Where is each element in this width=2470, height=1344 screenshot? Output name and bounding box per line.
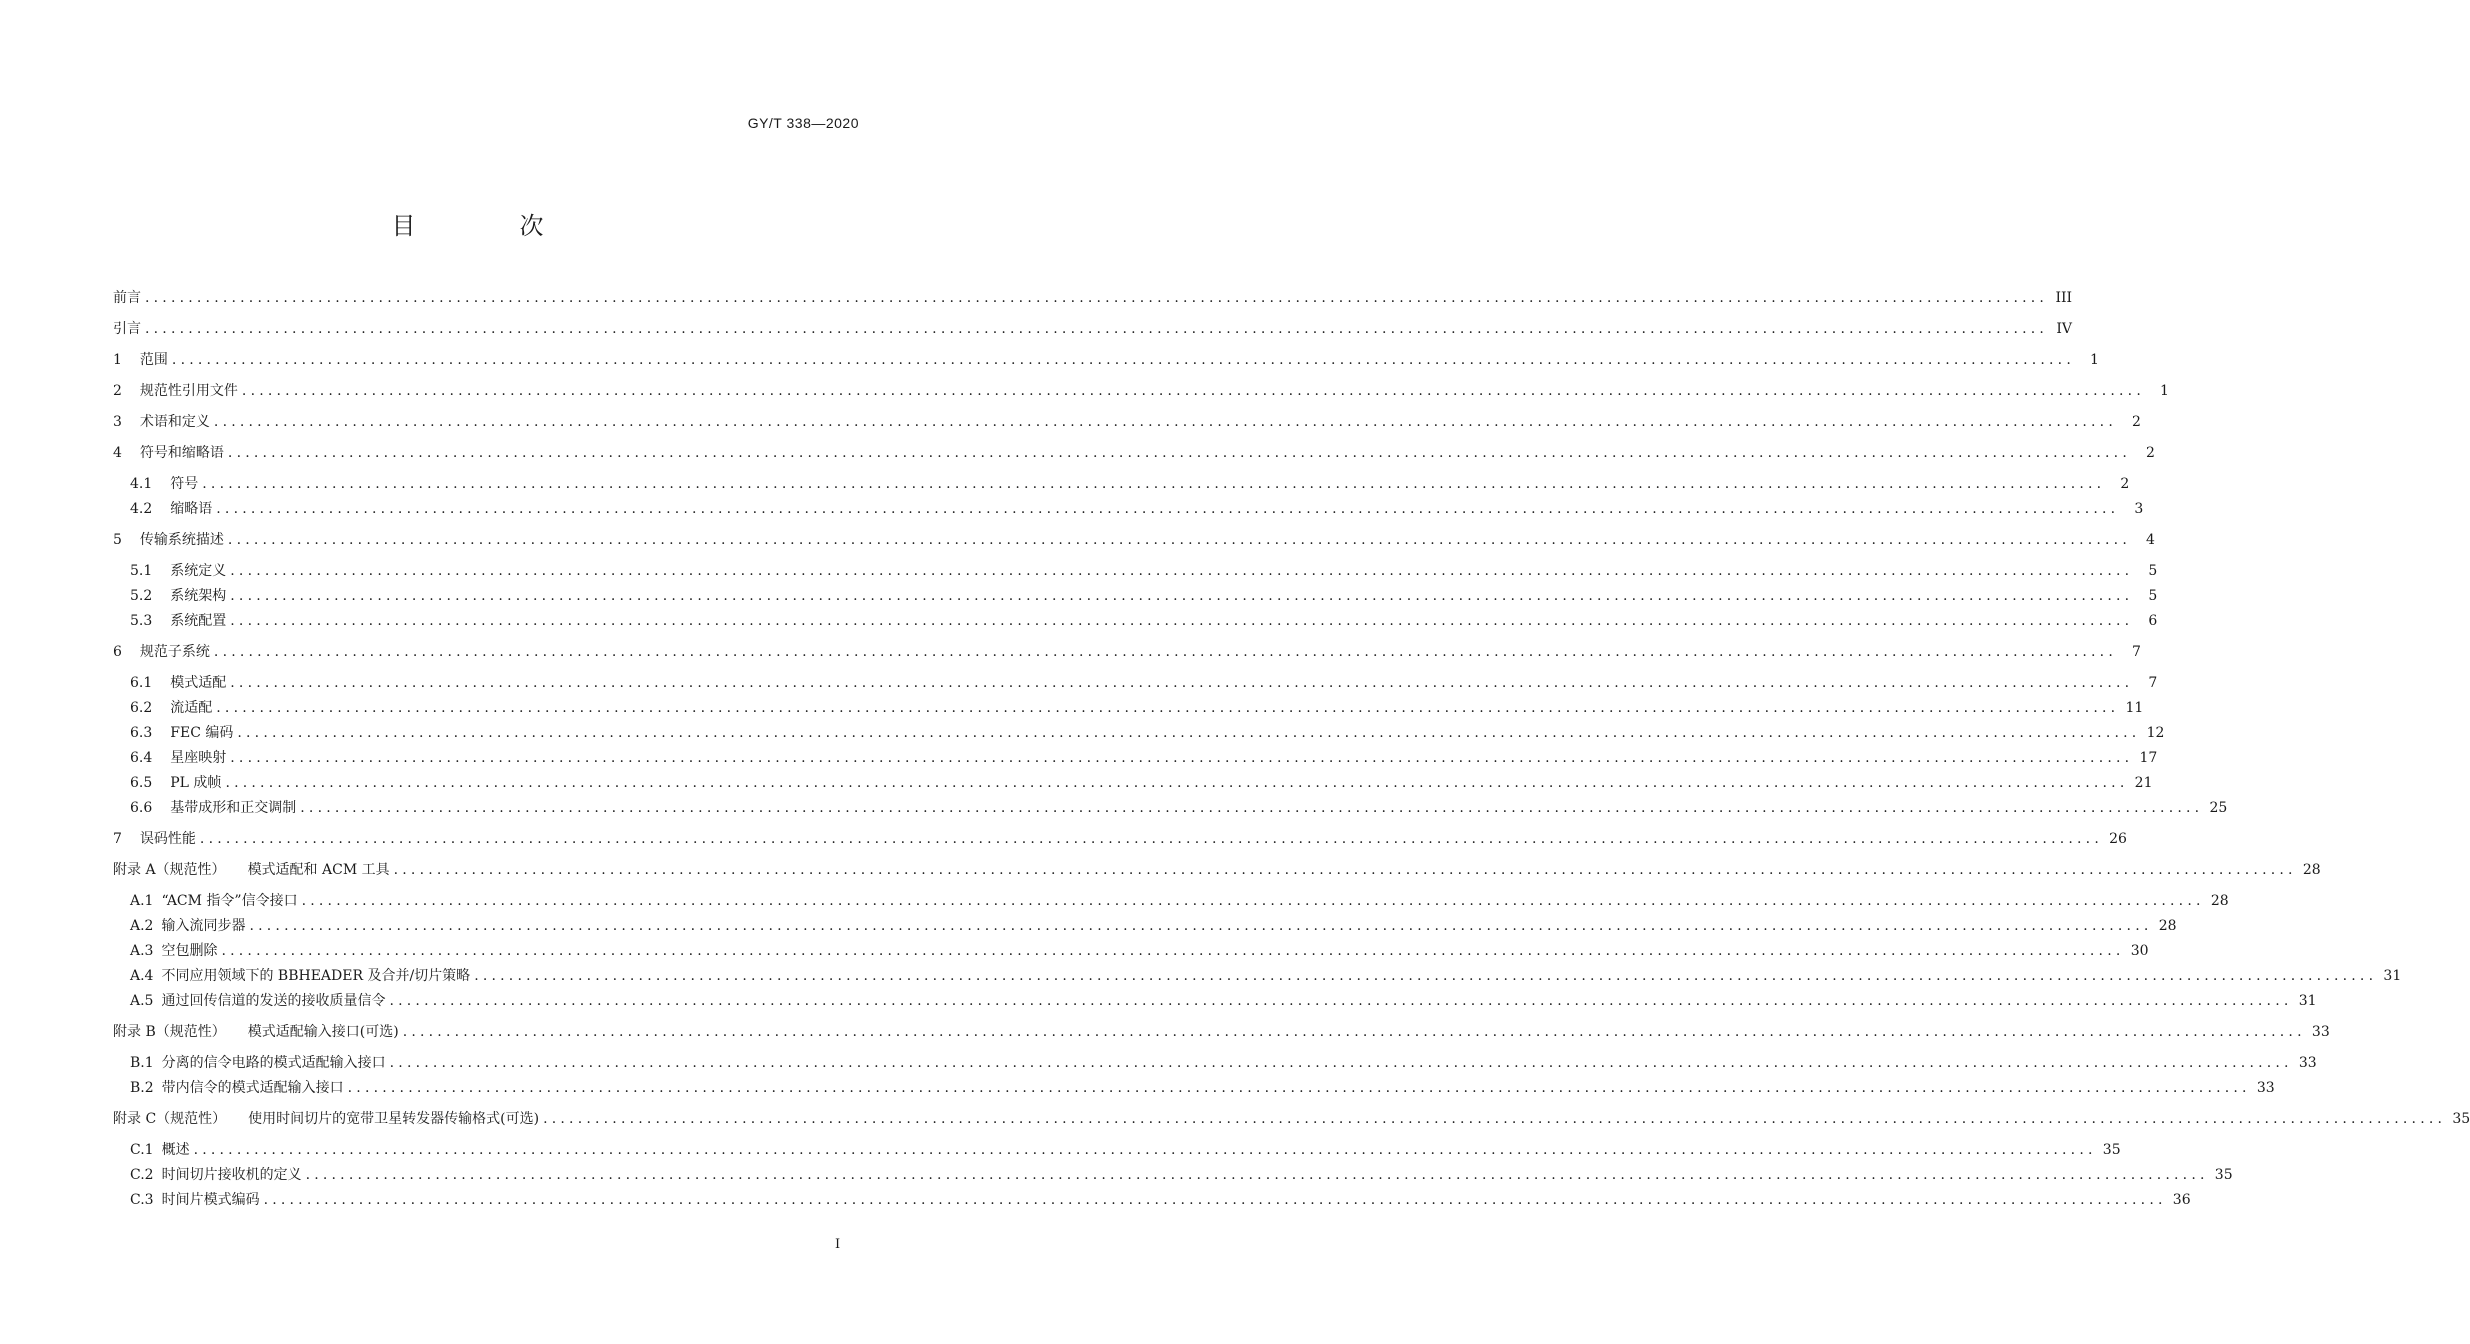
toc-entry-label: 符号 (170, 476, 199, 492)
toc-entry-label: FEC 编码 (170, 725, 234, 741)
toc-dot-leader: ............................................................................................................................................................................................................................ (249, 918, 2153, 934)
toc-entry-label: 分离的信令电路的模式适配输入接口 (161, 1055, 386, 1071)
toc-entry-number: 3 (113, 414, 122, 430)
toc-entry[interactable] (113, 288, 2073, 308)
page-number: I (835, 1237, 841, 1252)
toc-entry-page: 36 (2172, 1192, 2191, 1208)
toc-entry-label: 规范性引用文件 (139, 383, 238, 399)
toc-entry-page: 28 (2302, 862, 2321, 878)
toc-entry-number: A.5 (130, 993, 154, 1009)
toc-entry-label: 不同应用领域下的 BBHEADER 及合并/切片策略 (161, 968, 471, 984)
toc-entry[interactable] (130, 561, 2158, 581)
toc-dot-leader: ............................................................................................................................................................................................................................ (230, 588, 2134, 604)
toc-dot-leader: ............................................................................................................................................................................................................................ (213, 644, 2117, 660)
toc-entry-page: 2 (2146, 445, 2155, 461)
toc-entry-page: 33 (2256, 1080, 2275, 1096)
toc-entry-number: C.1 (130, 1142, 154, 1158)
toc-entry-number: 4.1 (130, 476, 153, 492)
toc-entry-label: 术语和定义 (139, 414, 210, 430)
toc-entry-label: 系统配置 (170, 613, 227, 629)
toc-entry-page: 12 (2146, 725, 2165, 741)
toc-entry[interactable] (130, 966, 2402, 986)
toc-entry[interactable] (130, 1078, 2275, 1098)
toc-entry-page: 31 (2383, 968, 2402, 984)
toc-entry-label: 流适配 (170, 700, 213, 716)
toc-entry-page: 26 (2109, 831, 2127, 847)
toc-entry-page: IV (2056, 321, 2073, 337)
toc-entry-number: 4 (113, 445, 122, 461)
toc-entry-label: 传输系统描述 (139, 532, 224, 548)
toc-entry[interactable] (130, 773, 2153, 793)
toc-dot-leader: ............................................................................................................................................................................................................................ (213, 414, 2117, 430)
toc-entry[interactable] (113, 381, 2169, 401)
toc-entry[interactable] (130, 1190, 2191, 1210)
toc-entry-number: 5.2 (130, 588, 153, 604)
toc-entry-number: A.2 (130, 918, 154, 934)
toc-entry-page: 5 (2148, 588, 2158, 604)
toc-dot-leader: ............................................................................................................................................................................................................................ (305, 1167, 2209, 1183)
toc-entry[interactable] (130, 586, 2158, 606)
toc-entry-page: 28 (2158, 918, 2177, 934)
toc-entry-number: 7 (113, 831, 122, 847)
toc-entry-number: 附录 C（规范性） (113, 1111, 227, 1127)
toc-entry-page: 17 (2139, 750, 2158, 766)
page-title: 目 次 (391, 212, 584, 240)
toc-dot-leader: ............................................................................................................................................................................................................................ (193, 1142, 2097, 1158)
toc-entry[interactable] (130, 748, 2158, 768)
toc-entry[interactable] (130, 1165, 2233, 1185)
toc-entry-label: 前言 (113, 290, 141, 306)
toc-entry-label: 范围 (139, 352, 168, 368)
toc-entry[interactable] (113, 1109, 2470, 1129)
toc-dot-leader: ............................................................................................................................................................................................................................ (216, 501, 2120, 517)
toc-entry-number: 6 (113, 644, 122, 660)
toc-dot-leader: ............................................................................................................................................................................................................................ (230, 613, 2134, 629)
toc-entry-label: 系统定义 (170, 563, 227, 579)
toc-dot-leader: ............................................................................................................................................................................................................................ (145, 290, 2049, 306)
toc-entry-label: 符号和缩略语 (139, 445, 224, 461)
toc-entry-page: 33 (2298, 1055, 2317, 1071)
toc-dot-leader: ............................................................................................................................................................................................................................ (230, 563, 2134, 579)
toc-entry[interactable] (113, 319, 2073, 339)
toc-entry[interactable] (130, 499, 2144, 519)
toc-entry-page: 5 (2148, 563, 2158, 579)
toc-entry[interactable] (130, 941, 2149, 961)
toc-dot-leader: ............................................................................................................................................................................................................................ (347, 1080, 2251, 1096)
toc-entry[interactable] (130, 1140, 2121, 1160)
toc-entry-label: 带内信令的模式适配输入接口 (161, 1080, 344, 1096)
toc-entry-page: 31 (2298, 993, 2317, 1009)
toc-entry-label: 缩略语 (170, 501, 213, 517)
toc-entry-number: 5.3 (130, 613, 153, 629)
toc-entry-number: 5 (113, 532, 122, 548)
toc-entry[interactable] (113, 350, 2099, 370)
toc-entry-label: 使用时间切片的宽带卫星转发器传输格式(可选) (248, 1111, 540, 1127)
toc-dot-leader: ............................................................................................................................................................................................................................ (402, 1024, 2306, 1040)
toc-entry-number: 附录 B（规范性） (113, 1024, 226, 1040)
toc-entry-label: 模式适配 (170, 675, 227, 691)
toc-entry-page: 35 (2452, 1111, 2470, 1127)
toc-dot-leader: ............................................................................................................................................................................................................................ (237, 725, 2141, 741)
toc-entry-number: 6.1 (130, 675, 153, 691)
toc-dot-leader: ............................................................................................................................................................................................................................ (263, 1192, 2167, 1208)
toc-entry-page: 35 (2102, 1142, 2121, 1158)
toc-dot-leader: ............................................................................................................................................................................................................................ (300, 800, 2204, 816)
toc-entry-number: 6.6 (130, 800, 153, 816)
toc-entry-label: “ACM 指令”信令接口 (161, 893, 298, 909)
toc-entry[interactable] (130, 798, 2228, 818)
toc-entry-page: 21 (2134, 775, 2153, 791)
toc-dot-leader: ............................................................................................................................................................................................................................ (543, 1111, 2447, 1127)
toc-entry-page: 7 (2148, 675, 2158, 691)
toc-entry-label: 模式适配输入接口(可选) (247, 1024, 399, 1040)
toc-entry-number: 6.4 (130, 750, 153, 766)
toc-entry-number: 4.2 (130, 501, 153, 517)
toc-dot-leader: ............................................................................................................................................................................................................................ (227, 445, 2131, 461)
toc-entry-number: C.2 (130, 1167, 154, 1183)
toc-entry-number: 6.3 (130, 725, 153, 741)
toc-entry-number: 5.1 (130, 563, 153, 579)
toc-dot-leader: ............................................................................................................................................................................................................................ (171, 352, 2075, 368)
toc-entry-label: 系统架构 (170, 588, 227, 604)
toc-dot-leader: ............................................................................................................................................................................................................................ (227, 532, 2131, 548)
toc-dot-leader: ............................................................................................................................................................................................................................ (301, 893, 2205, 909)
toc-entry[interactable] (130, 673, 2158, 693)
toc-entry[interactable] (113, 642, 2141, 662)
toc-entry-label: 规范子系统 (139, 644, 210, 660)
toc-entry-page: 1 (2090, 352, 2099, 368)
toc-entry-number: A.3 (130, 943, 154, 959)
toc-entry[interactable] (130, 991, 2317, 1011)
toc-entry[interactable] (113, 530, 2155, 550)
toc-dot-leader: ............................................................................................................................................................................................................................ (230, 750, 2134, 766)
document-code: GY/T 338—2020 (747, 115, 859, 131)
toc-entry[interactable] (113, 829, 2127, 849)
toc-entry[interactable] (130, 1053, 2317, 1073)
toc-entry-label: 基带成形和正交调制 (170, 800, 297, 816)
toc-entry-number: C.3 (130, 1192, 154, 1208)
toc-entry-page: 25 (2209, 800, 2228, 816)
toc-entry-page: 30 (2130, 943, 2149, 959)
toc-entry-label: 模式适配和 ACM 工具 (247, 862, 390, 878)
toc-dot-leader: ............................................................................................................................................................................................................................ (230, 675, 2134, 691)
toc-entry-label: 时间片模式编码 (161, 1192, 260, 1208)
toc-entry-page: 2 (2120, 476, 2130, 492)
toc-dot-leader: ............................................................................................................................................................................................................................ (393, 862, 2297, 878)
toc-entry-label: 误码性能 (139, 831, 196, 847)
toc-dot-leader: ............................................................................................................................................................................................................................ (389, 1055, 2293, 1071)
toc-dot-leader: ............................................................................................................................................................................................................................ (216, 700, 2120, 716)
toc-entry-number: A.4 (130, 968, 154, 984)
toc-dot-leader: ............................................................................................................................................................................................................................ (474, 968, 2378, 984)
toc-entry-label: 引言 (113, 321, 141, 337)
toc-entry-label: 通过回传信道的发送的接收质量信令 (161, 993, 386, 1009)
toc-entry-page: III (2055, 290, 2073, 306)
toc-entry-label: PL 成帧 (170, 775, 222, 791)
toc-dot-leader: ............................................................................................................................................................................................................................ (202, 476, 2106, 492)
toc-entry[interactable] (130, 891, 2229, 911)
toc-entry-page: 35 (2214, 1167, 2233, 1183)
toc-entry-number: B.1 (130, 1055, 154, 1071)
toc-entry-page: 3 (2134, 501, 2144, 517)
toc-entry[interactable] (113, 443, 2155, 463)
toc-entry[interactable] (130, 474, 2130, 494)
toc-entry-page: 28 (2210, 893, 2229, 909)
toc-entry-page: 7 (2132, 644, 2141, 660)
toc-entry[interactable] (130, 916, 2177, 936)
toc-dot-leader: ............................................................................................................................................................................................................................ (221, 943, 2125, 959)
toc-entry-number: 1 (113, 352, 122, 368)
toc-entry[interactable] (130, 698, 2144, 718)
toc-dot-leader: ............................................................................................................................................................................................................................ (145, 321, 2049, 337)
toc-entry-page: 11 (2125, 700, 2144, 716)
toc-entry-label: 空包删除 (161, 943, 218, 959)
toc-dot-leader: ............................................................................................................................................................................................................................ (241, 383, 2145, 399)
toc-entry-number: A.1 (130, 893, 154, 909)
toc-entry[interactable] (113, 860, 2321, 880)
toc-entry-label: 输入流同步器 (161, 918, 246, 934)
toc-entry-page: 2 (2132, 414, 2141, 430)
toc-entry[interactable] (130, 611, 2158, 631)
toc-entry-number: B.2 (130, 1080, 154, 1096)
toc-dot-leader: ............................................................................................................................................................................................................................ (225, 775, 2129, 791)
toc-entry-page: 33 (2311, 1024, 2330, 1040)
toc-entry-label: 概述 (161, 1142, 190, 1158)
toc-entry-number: 6.5 (130, 775, 153, 791)
toc-entry-number: 附录 A（规范性） (113, 862, 226, 878)
toc-entry-label: 星座映射 (170, 750, 227, 766)
toc-entry-page: 6 (2148, 613, 2158, 629)
toc-entry[interactable] (113, 412, 2141, 432)
toc-entry-label: 时间切片接收机的定义 (161, 1167, 302, 1183)
toc-entry-number: 2 (113, 383, 122, 399)
toc-dot-leader: ............................................................................................................................................................................................................................ (199, 831, 2103, 847)
toc-entry-page: 4 (2146, 532, 2155, 548)
toc-entry-page: 1 (2160, 383, 2169, 399)
toc-entry[interactable] (113, 1022, 2330, 1042)
toc-entry[interactable] (130, 723, 2165, 743)
toc-dot-leader: ............................................................................................................................................................................................................................ (389, 993, 2293, 1009)
toc-entry-number: 6.2 (130, 700, 153, 716)
